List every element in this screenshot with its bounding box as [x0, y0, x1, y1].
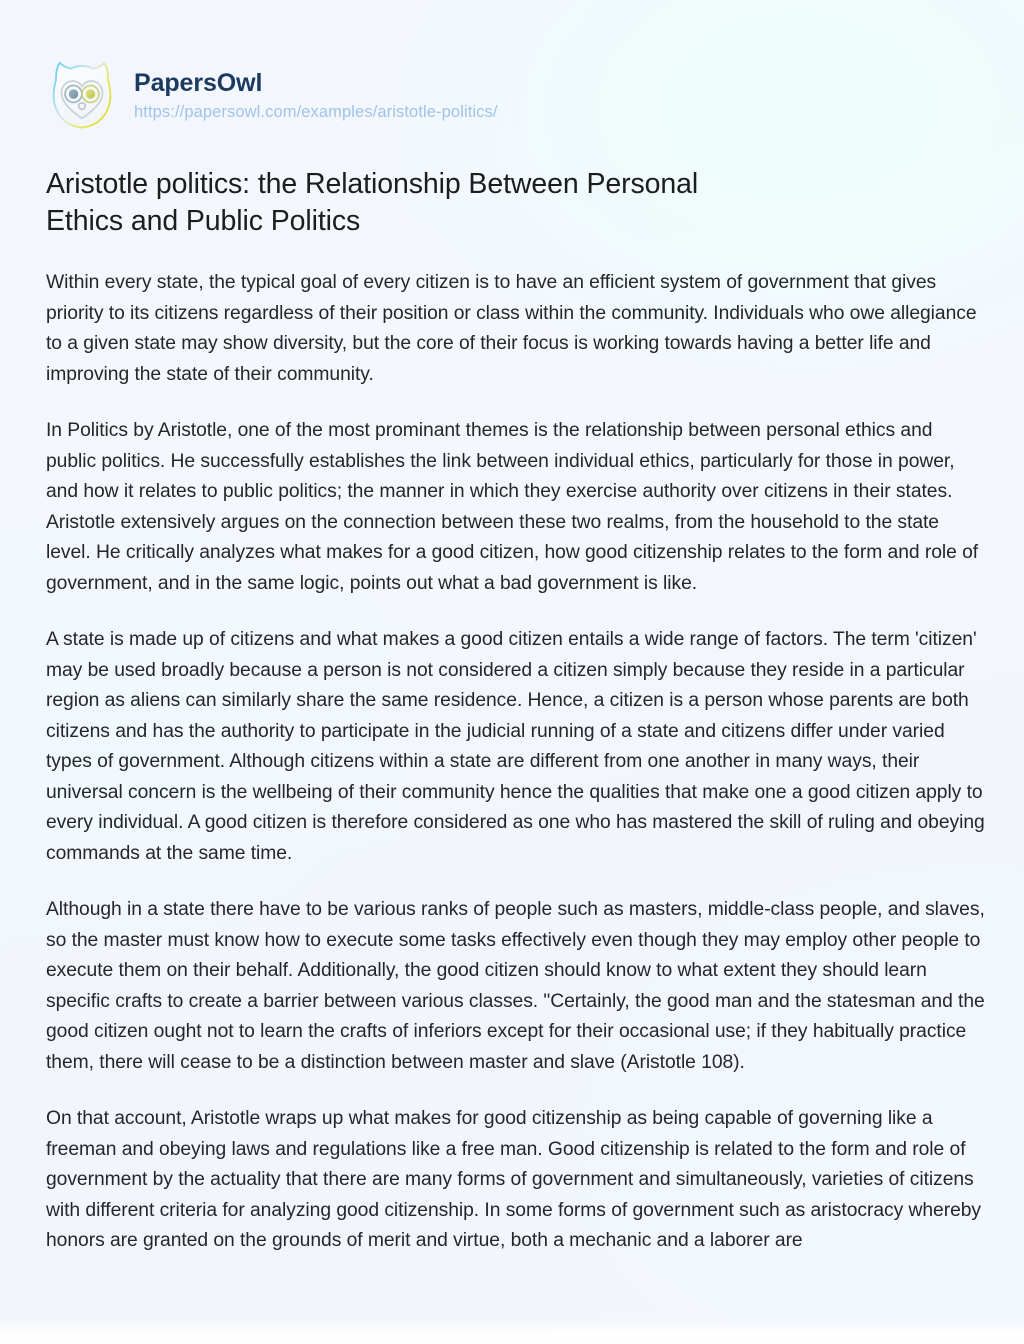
body-paragraph: Although in a state there have to be various ranks of people such as masters, middle-class people, and slaves, so the master must know how to execute some tasks effectively even though they may employ other people to execute them on their behalf. Additionally, the good citizen should know to what extent they should learn specific crafts to create a barrier between various classes. "Certainly, the good man and the statesman and the good citizen ought not to learn the crafts of inferiors except for their occasional use; if they habitually practice them, there will cease to be a distinction between master and slave (Aristotle 108). [46, 899, 985, 1073]
page-title: Aristotle politics: the Relationship Between Personal Ethics and Public Politics [46, 168, 699, 237]
site-branding [46, 56, 498, 134]
brand-name: PapersOwl [134, 68, 263, 97]
source-url[interactable]: https://papersowl.com/examples/aristotle-politics/ [134, 103, 498, 122]
essay-content [46, 166, 986, 1257]
body-paragraph: A state is made up of citizens and what makes a good citizen entails a wide range of factors. The term 'citizen' may be used broadly because a person is not considered a citizen simply because they reside in a particular region as aliens can similarly share the same residence. Hence, a citizen is a person whose parents are both citizens and has the authority to participate in the judicial running of a state and citizens differ under varied types of government. Although citizens within a state are different from one another in many ways, their universal concern is the wellbeing of their community hence the qualities that make one a good citizen apply to every individual. A good citizen is therefore considered as one who has mastered the skill of ruling and obeying commands at the same time. [46, 629, 985, 864]
body-paragraph: In Politics by Aristotle, one of the most prominant themes is the relationship between personal ethics and public politics. He successfully establishes the link between individual ethics, particularly for those in power, and how it relates to public politics; the manner in which they exercise authority over citizens in their states. Aristotle extensively argues on the connection between these two realms, from the household to the state level. He critically analyzes what makes for a good citizen, how good citizenship relates to the form and role of government, and in the same logic, points out what a bad government is like. [46, 420, 979, 594]
brand-text-block [134, 67, 498, 124]
owl-logo-icon [46, 56, 118, 134]
body-paragraph: On that account, Aristotle wraps up what makes for good citizenship as being capable of governing like a freeman and obeying laws and regulations like a free man. Good citizenship is related to the form and role of government by the actuality that there are many forms of government and simultaneously, varieties of citizens with different criteria for analyzing good citizenship. In some forms of government such as aristocracy whereby honors are granted on the grounds of merit and virtue, both a mechanic and a laborer are [46, 1108, 982, 1251]
body-paragraph: Within every state, the typical goal of every citizen is to have an efficient system of government that gives priority to its citizens regardless of their position or class within the community. Individuals who owe allegiance to a given state may show diversity, but the core of their focus is working towards having a better life and improving the state of their community. [46, 272, 977, 385]
